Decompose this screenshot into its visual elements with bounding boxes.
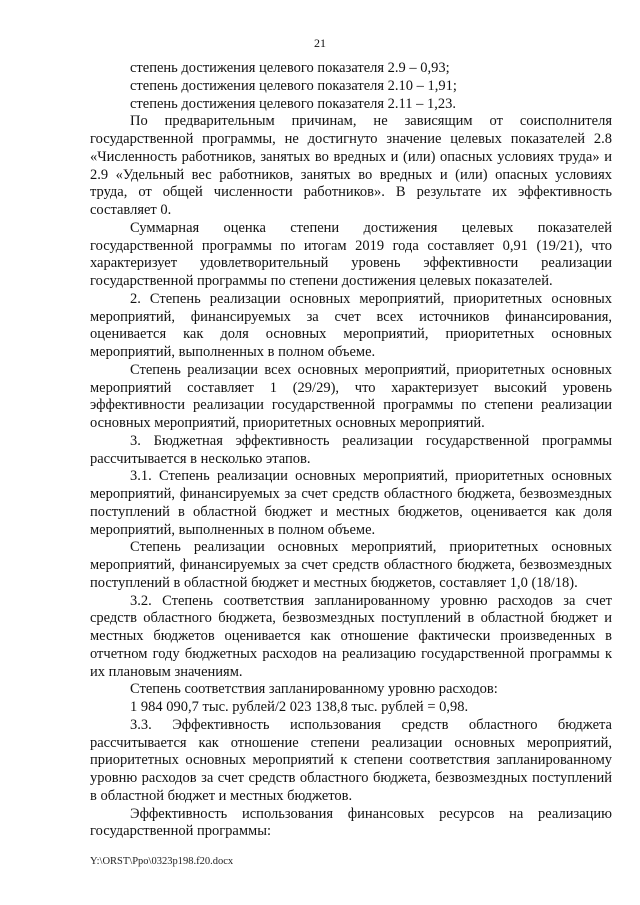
paragraph-section-3-3: 3.3. Эффективность использования средств областного бюджета рассчитывается как отношение степени реализации основных мероприятий, приоритетных основных мероприятий к степени соответствия запланированному уровню расходов за счет средств областного бюджета, безвозмездных поступлений в областной бюджет и местных бюджетов. <box>90 716 612 804</box>
paragraph-indicator-2-10: степень достижения целевого показателя 2.10 – 1,91; <box>130 77 457 94</box>
paragraph-indicator-2-11: степень достижения целевого показателя 2.11 – 1,23. <box>130 95 457 112</box>
paragraph-indicator-2-9: степень достижения целевого показателя 2.9 – 0,93; <box>130 60 450 76</box>
paragraph-section-3-1-result: Степень реализации основных мероприятий, приоритетных основных мероприятий, финансируемых за счет средств областного бюджета, безвозмездных поступлений в областной бюджет и местных бюджетов, составляет 1,0 (18/18). <box>90 539 612 591</box>
paragraph-section-3: 3. Бюджетная эффективность реализации государственной программы рассчитывается в несколько этапов. <box>90 432 612 467</box>
body-text <box>90 60 612 841</box>
footer-file-path: Y:\ORST\Ppo\0323p198.f20.docx <box>90 856 234 867</box>
paragraph-section-2: 2. Степень реализации основных мероприятий, приоритетных основных мероприятий, финансируемых за счет всех источников финансирования, оценивается как доля основных мероприятий, приоритетных основных мероприятий, выполненных в полном объеме. <box>90 290 612 360</box>
paragraph-financial-efficiency: Эффективность использования финансовых ресурсов на реализацию государственной программы: <box>90 805 612 840</box>
paragraph-section-2-result: Степень реализации всех основных мероприятий, приоритетных основных мероприятий составляет 1 (29/29), что характеризует высокий уровень эффективности реализации государственной программы по степени реализации основных мероприятий, приоритетных основных мероприятий. <box>90 361 612 431</box>
paragraph-section-3-2: 3.2. Степень соответствия запланированному уровню расходов за счет средств областного бюджета, безвозмездных поступлений в областной бюджет и местных бюджетов оценивается как отношение фактически произведенных в отчетном году бюджетных расходов на реализацию государственной программы к их плановым значениям. <box>90 592 612 680</box>
paragraph-summary-assessment: Суммарная оценка степени достижения целевых показателей государственной программы по итогам 2019 года составляет 0,91 (19/21), что характеризует удовлетворительный уровень эффективности реализации государственной программы по степени достижения целевых показателей. <box>90 219 612 289</box>
paragraph-unachieved-indicators: По предварительным причинам, не зависящим от соисполнителя государственной программы, не достигнуто значение целевых показателей 2.8 «Численность работников, занятых во вредных и (или) опасных условиях труда» и 2.9 «Удельный вес работников, занятых во вредных и (или) опасных условиях труда, от общей численности работников». В результате их эффективность составляет 0. <box>90 113 612 218</box>
page-number: 21 <box>314 36 326 50</box>
paragraph-expense-formula: 1 984 090,7 тыс. рублей/2 023 138,8 тыс. рублей = 0,98. <box>130 699 469 715</box>
paragraph-expense-compliance-label: Степень соответствия запланированному уровню расходов: <box>130 681 498 698</box>
paragraph-section-3-1: 3.1. Степень реализации основных мероприятий, приоритетных основных мероприятий, финансируемых за счет средств областного бюджета, безвозмездных поступлений в областной бюджет и местных бюджетов, оценивается как доля мероприятий, выполненных в полном объеме. <box>90 468 612 538</box>
